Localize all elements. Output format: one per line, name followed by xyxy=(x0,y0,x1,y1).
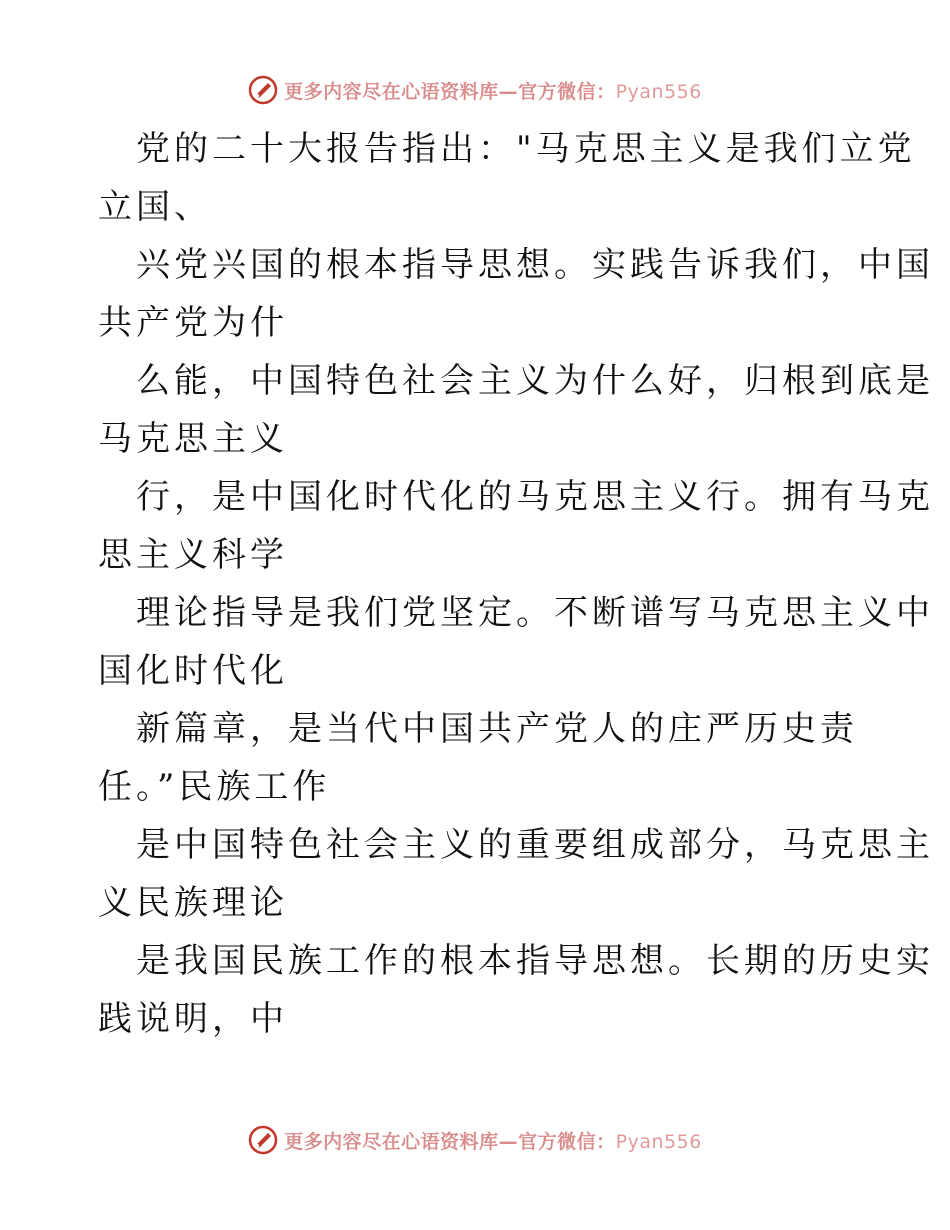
document-body xyxy=(98,120,934,1048)
paragraph: 是中国特色社会主义的重要组成部分，马克思主 义民族理论 xyxy=(98,825,934,923)
watermark-text: 更多内容尽在心语资料库—官方微信：Pyan556 xyxy=(284,1130,702,1153)
paragraph: 理论指导是我们党坚定。不断谱写马克思主义中 国化时代化 xyxy=(98,593,934,691)
brand-logo-icon xyxy=(248,75,278,105)
paragraph: 新篇章，是当代中国共产党人的庄严历史责 任。”民族工作 xyxy=(98,709,858,807)
paragraph: 行，是中国化时代化的马克思主义行。拥有马克 思主义科学 xyxy=(98,477,934,575)
paragraph: 兴党兴国的根本指导思想。实践告诉我们，中国 共产党为什 xyxy=(98,245,934,343)
header-watermark xyxy=(0,70,950,110)
watermark-text: 更多内容尽在心语资料库—官方微信：Pyan556 xyxy=(284,80,702,103)
paragraph: 是我国民族工作的根本指导思想。长期的历史实 践说明，中 xyxy=(98,941,934,1039)
paragraph: 么能，中国特色社会主义为什么好，归根到底是 马克思主义 xyxy=(98,361,934,459)
watermark-handle: Pyan556 xyxy=(615,80,702,103)
paragraph: 党的二十大报告指出："马克思主义是我们立党 立国、 xyxy=(98,129,916,227)
brand-logo-icon xyxy=(248,1125,278,1155)
watermark-handle: Pyan556 xyxy=(615,1130,702,1153)
footer-watermark xyxy=(0,1120,950,1160)
